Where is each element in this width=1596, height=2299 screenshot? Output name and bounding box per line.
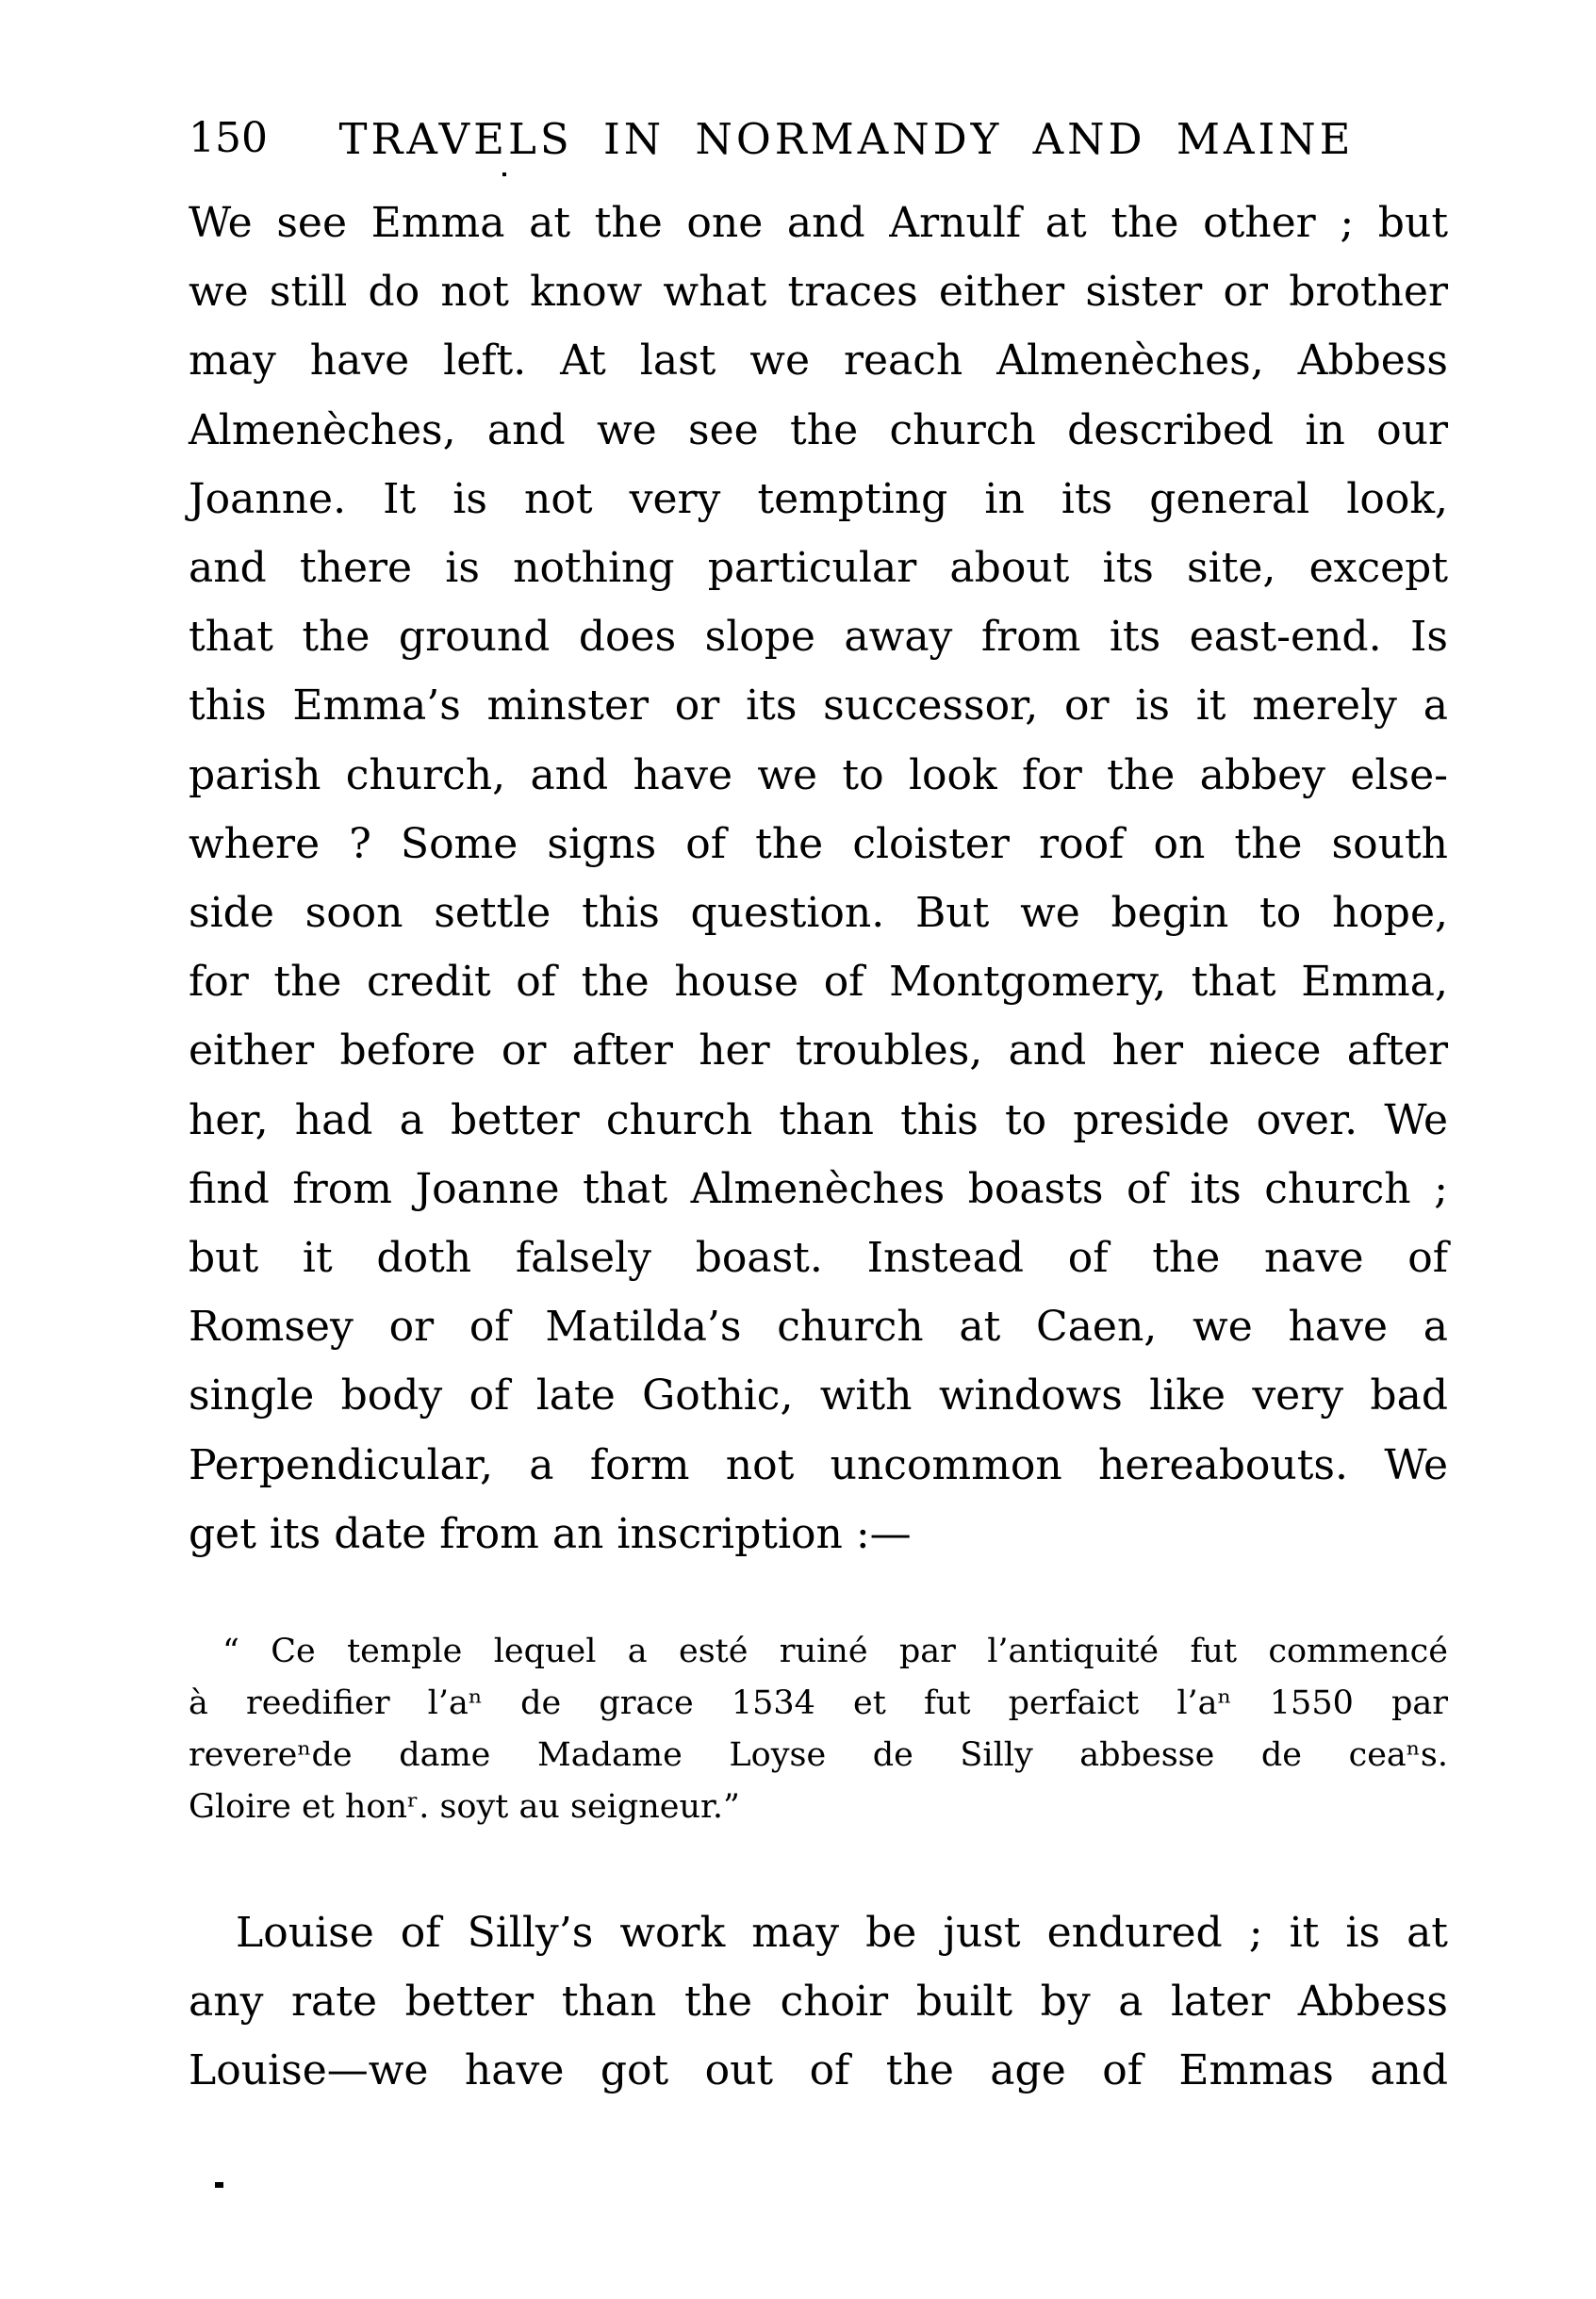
text-line: “ Ce temple lequel a esté ruiné par l’antiquité fut commencé	[222, 1633, 1448, 1670]
text-line: where ? Some signs of the cloister roof on the south	[189, 819, 1448, 868]
text-line: any rate better than the choir built by a later Abbess	[189, 1978, 1448, 2027]
page-number: 150	[189, 114, 268, 162]
text-line: revereⁿde dame Madame Loyse de Silly abbesse de ceaⁿs.	[189, 1736, 1448, 1774]
text-line: Almenèches, and we see the church described in our	[189, 405, 1448, 454]
scan-speck	[502, 172, 506, 176]
text-line: Louise of Silly’s work may be just endured ; it is at	[236, 1909, 1448, 1957]
text-line: Joanne. It is not very tempting in its general look,	[189, 474, 1448, 523]
body-paragraph	[189, 189, 1448, 1568]
inscription-quote	[189, 1626, 1448, 1833]
text-line: but it doth falsely boast. Instead of the nave of	[189, 1234, 1448, 1283]
text-line: get its date from an inscription :—	[189, 1509, 912, 1558]
text-line: We see Emma at the one and Arnulf at the other ; but	[189, 199, 1448, 247]
text-line: Louise—we have got out of the age of Emmas and	[189, 2046, 1448, 2095]
text-line: and there is nothing particular about its site, except	[189, 544, 1448, 593]
text-line: Perpendicular, a form not uncommon hereabouts. We	[189, 1440, 1448, 1489]
scan-speck	[215, 2182, 223, 2188]
text-line: Romsey or of Matilda’s church at Caen, we have a	[189, 1303, 1448, 1352]
text-line: this Emma’s minster or its successor, or is it merely a	[189, 681, 1448, 731]
closing-paragraph	[189, 1898, 1448, 2106]
text-line: that the ground does slope away from its east-end. Is	[189, 613, 1448, 662]
text-line: parish church, and have we to look for the abbey else-	[189, 750, 1448, 799]
text-line: side soon settle this question. But we begin to hope,	[189, 889, 1448, 938]
text-line: single body of late Gothic, with windows like very bad	[189, 1371, 1448, 1420]
text-line: may have left. At last we reach Almenèches, Abbess	[189, 337, 1448, 386]
running-header	[189, 115, 1448, 164]
text-line: her, had a better church than this to preside over. We	[189, 1095, 1448, 1144]
text-line: either before or after her troubles, and her niece after	[189, 1026, 1448, 1076]
text-line: for the credit of the house of Montgomery, that Emma,	[189, 958, 1448, 1007]
text-line: we still do not know what traces either sister or brother	[189, 268, 1448, 317]
running-title: TRAVELS IN NORMANDY AND MAINE	[338, 114, 1355, 164]
text-line: à reedifier l’aⁿ de grace 1534 et fut perfaict l’aⁿ 1550 par	[189, 1684, 1448, 1722]
text-line: find from Joanne that Almenèches boasts of its church ;	[189, 1164, 1448, 1213]
text-line: Gloire et honʳ. soyt au seigneur.”	[189, 1788, 740, 1826]
